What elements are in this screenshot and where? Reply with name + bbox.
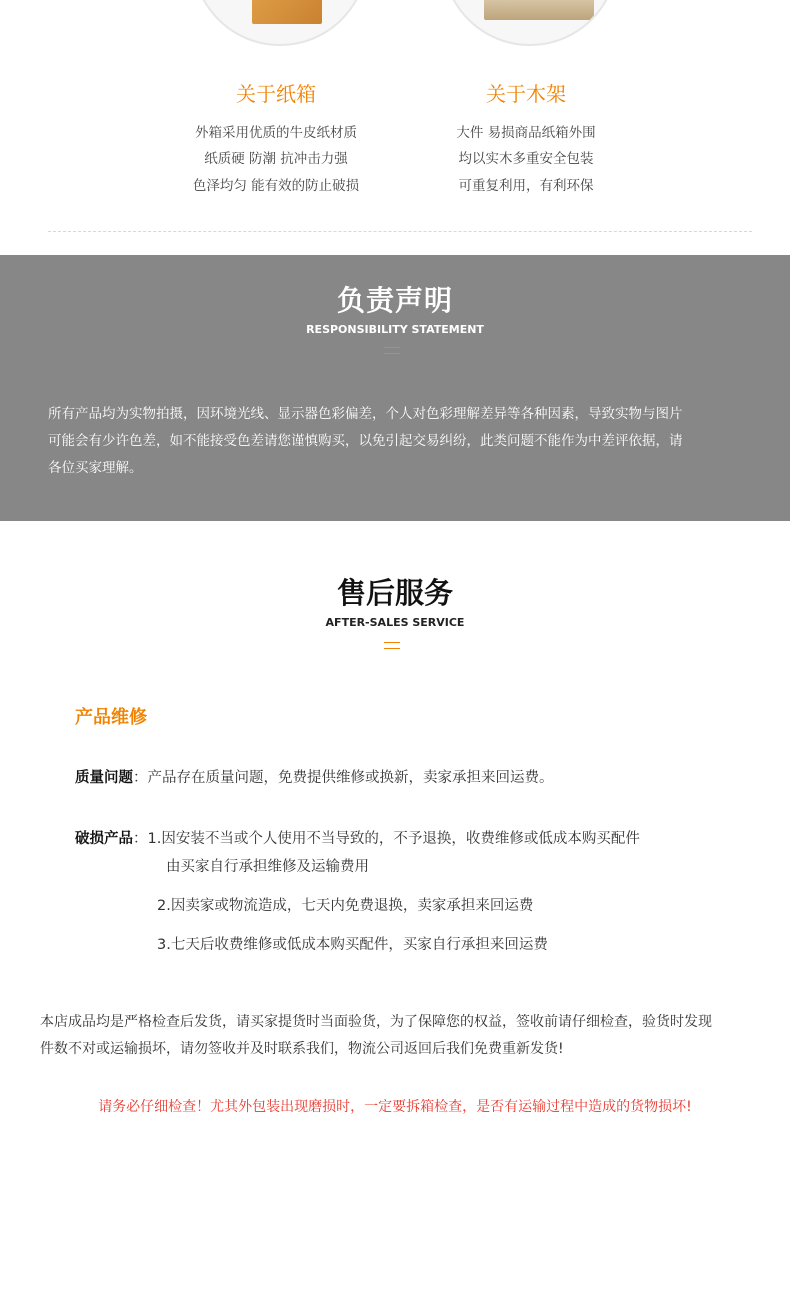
wood-line-3: 可重复利用，有利环保 [458, 178, 594, 194]
statement-line-3: 各位买家理解。 [48, 460, 143, 476]
statement-line-2: 可能会有少许色差，如不能接受色差请您谨慎购买，以免引起交易纠纷，此类问题不能作为中差评依据，请 [48, 433, 683, 449]
carton-box-image [252, 0, 322, 24]
inspection-notice-line-1: 本店成品均是严格检查后发货，请买家提货时当面验货，为了保障您的权益，签收前请仔细检查，验货时发现 [40, 1014, 712, 1030]
wood-line-2: 均以实木多重安全包装 [458, 151, 594, 167]
section-divider [48, 231, 752, 232]
after-sales-title-ornament [384, 642, 400, 649]
statement-title-ornament [384, 347, 400, 354]
damage-item-2: 2.因卖家或物流造成，七天内免费退换，卖家承担来回运费 [157, 898, 534, 914]
statement-text [48, 401, 748, 482]
inspection-notice [40, 1009, 752, 1062]
carton-image-circle [192, 0, 368, 46]
wood-crate-image [484, 0, 594, 20]
damage-label: 破损产品 [75, 831, 133, 847]
carton-line-1: 外箱采用优质的牛皮纸材质 [195, 125, 357, 141]
inspection-warning: 请务必仔细检查！尤其外包装出现磨损时，一定要拆箱检查，是否有运输过程中造成的货物损坏! [98, 1099, 692, 1115]
after-sales-title: 售后服务 [336, 576, 453, 610]
damage-row [75, 827, 640, 848]
damage-item-1-continuation: 由买家自行承担维修及运输费用 [166, 859, 369, 875]
carton-title: 关于纸箱 [236, 82, 316, 106]
carton-line-2: 纸质硬 防潮 抗冲击力强 [204, 151, 348, 167]
damage-item-1: ：1.因安装不当或个人使用不当导致的，不予退换，收费维修或低成本购买配件 [133, 831, 640, 847]
statement-subtitle: RESPONSIBILITY STATEMENT [306, 323, 484, 336]
repair-section-title: 产品维修 [75, 707, 147, 728]
after-sales-subtitle: AFTER-SALES SERVICE [325, 616, 465, 629]
carton-line-3: 色泽均匀 能有效的防止破损 [192, 178, 360, 194]
wood-crate-image-circle [442, 0, 618, 46]
responsibility-statement-band [0, 255, 790, 521]
quality-issue-text: ：产品存在质量问题，免费提供维修或换新，卖家承担来回运费。 [133, 770, 554, 786]
wood-title: 关于木架 [486, 82, 566, 106]
statement-line-1: 所有产品均为实物拍摄，因环境光线、显示器色彩偏差，个人对色彩理解差异等各种因素，导致实物与图片 [48, 406, 683, 422]
damage-item-3: 3.七天后收费维修或低成本购买配件，买家自行承担来回运费 [157, 937, 548, 953]
statement-title: 负责声明 [336, 284, 453, 317]
quality-issue-label: 质量问题 [75, 770, 133, 786]
quality-issue-row [75, 766, 554, 787]
wood-line-1: 大件 易损商品纸箱外围 [456, 125, 596, 141]
inspection-notice-line-2: 件数不对或运输损坏，请勿签收并及时联系我们，物流公司返回后我们免费重新发货! [40, 1040, 564, 1057]
